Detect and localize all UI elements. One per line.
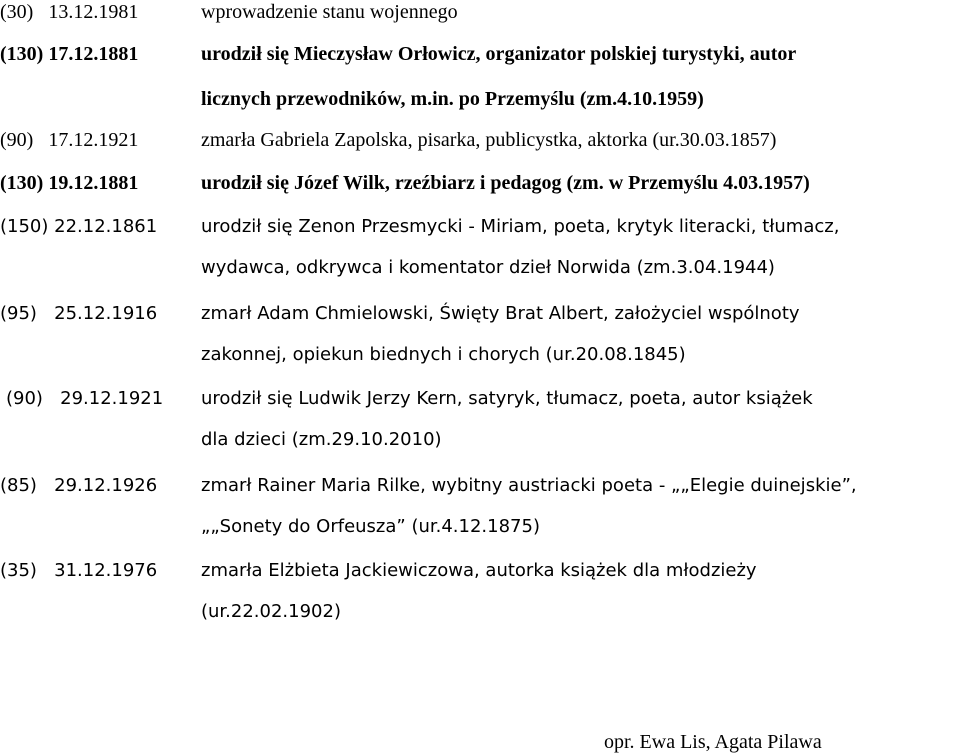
entry-anniversary-date: (30) 13.12.1981 (0, 1, 139, 23)
entry-text: urodził się Józef Wilk, rzeźbiarz i pedagog (zm. w Przemyślu 4.03.1957) (201, 172, 810, 194)
entry-text: zmarł Adam Chmielowski, Święty Brat Albert, założyciel wspólnoty (201, 303, 800, 324)
entry-anniversary-date: (95) 25.12.1916 (0, 303, 158, 324)
entry-text: zmarł Rainer Maria Rilke, wybitny austriacki poeta - „„Elegie duinejskie”, (201, 475, 857, 496)
entry-text: zakonnej, opiekun biednych i chorych (ur.20.08.1845) (201, 344, 686, 365)
authors-footer: opr. Ewa Lis, Agata Pilawa (604, 731, 822, 753)
entry-text: licznych przewodników, m.in. po Przemyślu (zm.4.10.1959) (201, 88, 704, 110)
entry-anniversary-date: (85) 29.12.1926 (0, 475, 158, 496)
entry-text: wprowadzenie stanu wojennego (201, 1, 458, 23)
entry-text: dla dzieci (zm.29.10.2010) (201, 429, 442, 450)
entry-text: wydawca, odkrywca i komentator dzieł Norwida (zm.3.04.1944) (201, 257, 775, 278)
entry-anniversary-date: (130) 19.12.1881 (0, 172, 139, 194)
entry-anniversary-date: (150) 22.12.1861 (0, 216, 158, 237)
entry-text: zmarła Elżbieta Jackiewiczowa, autorka książek dla młodzieży (201, 560, 757, 581)
entry-anniversary-date: (90) 29.12.1921 (6, 388, 164, 409)
entry-text: urodził się Zenon Przesmycki - Miriam, poeta, krytyk literacki, tłumacz, (201, 216, 840, 237)
entry-text: „„Sonety do Orfeusza” (ur.4.12.1875) (201, 516, 540, 537)
entry-text: zmarła Gabriela Zapolska, pisarka, publicystka, aktorka (ur.30.03.1857) (201, 129, 777, 151)
entry-text: (ur.22.02.1902) (201, 601, 341, 622)
entry-anniversary-date: (130) 17.12.1881 (0, 43, 139, 65)
entry-anniversary-date: (35) 31.12.1976 (0, 560, 158, 581)
entry-text: urodził się Mieczysław Orłowicz, organizator polskiej turystyki, autor (201, 43, 797, 65)
entry-text: urodził się Ludwik Jerzy Kern, satyryk, tłumacz, poeta, autor książek (201, 388, 813, 409)
entry-anniversary-date: (90) 17.12.1921 (0, 129, 139, 151)
